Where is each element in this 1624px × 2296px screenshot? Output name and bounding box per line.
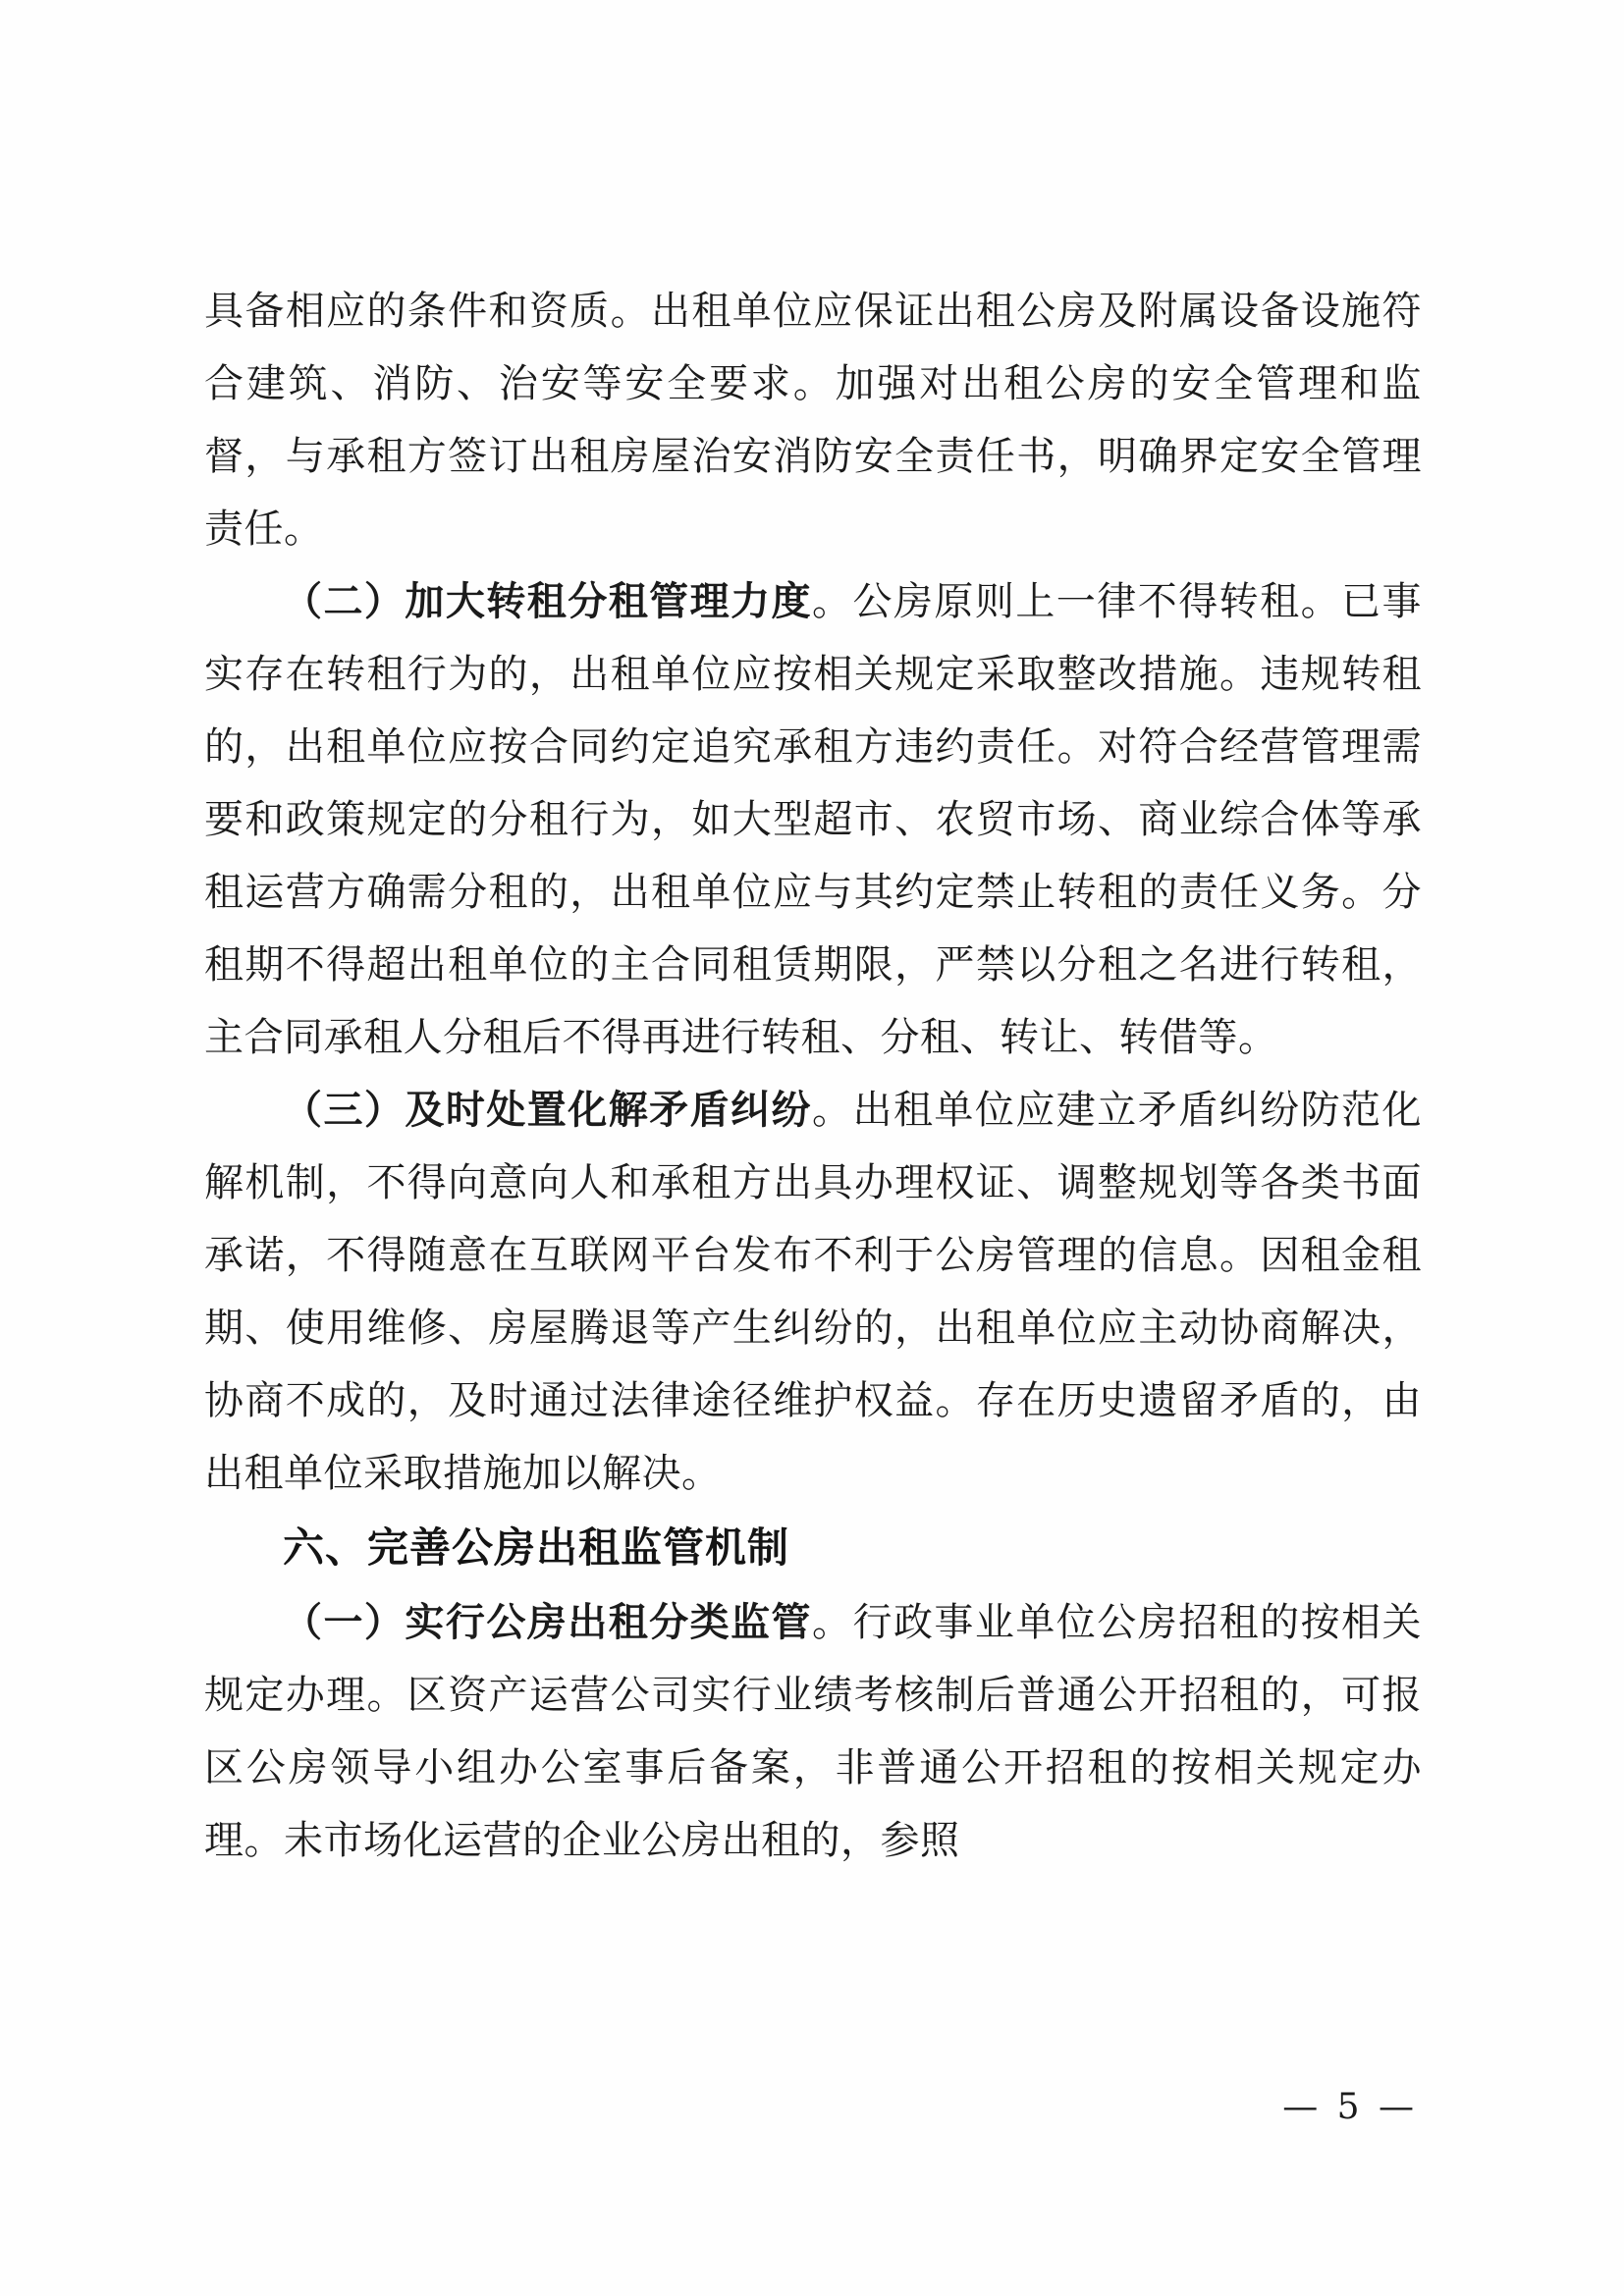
paragraph-section-six-one — [204, 1586, 1422, 1877]
paragraph-section-two — [204, 565, 1422, 1074]
paragraph-continued: 具备相应的条件和资质。出租单位应保证出租公房及附属设备设施符合建筑、消防、治安等安全要求。加强对出租公房的安全管理和监督，与承租方签订出租房屋治安消防安全责任书，明确界定安全管理责任。 — [204, 289, 1422, 552]
paragraph-section-three-text: 。出租单位应建立矛盾纠纷防范化解机制，不得向意向人和承租方出具办理权证、调整规划等各类书面承诺，不得随意在互联网平台发布不利于公房管理的信息。因租金租期、使用维修、房屋腾退等产生纠纷的，出租单位应主动协商解决，协商不成的，及时通过法律途径维护权益。存在历史遗留矛盾的，由出租单位采取措施加以解决。 — [204, 1088, 1423, 1496]
paragraph-section-six-one-lead: （一）实行公房出租分类监管 — [283, 1599, 813, 1645]
page-number: — 5 — — [1282, 2087, 1418, 2127]
section-heading-six: 六、完善公房出租监管机制 — [283, 1523, 790, 1572]
paragraph-section-six-one-text: 。行政事业单位公房招租的按相关规定办理。区资产运营公司实行业绩考核制后普通公开招租的，可报区公房领导小组办公室事后备案，非普通公开招租的按相关规定办理。未市场化运营的企业公房出租的，参照 — [204, 1600, 1423, 1863]
paragraph-section-two-text: 。公房原则上一律不得转租。已事实存在转租行为的，出租单位应按相关规定采取整改措施。违规转租的，出租单位应按合同约定追究承租方违约责任。对符合经营管理需要和政策规定的分租行为，如大型超市、农贸市场、商业综合体等承租运营方确需分租的，出租单位应与其约定禁止转租的责任义务。分租期不得超出租单位的主合同租赁期限，严禁以分租之名进行转租，主合同承租人分租后不得再进行转租、分租、转让、转借等。 — [204, 579, 1423, 1060]
paragraph-section-three-lead: （三）及时处置化解矛盾纠纷 — [283, 1087, 813, 1133]
paragraph-section-three — [204, 1074, 1422, 1510]
paragraph-section-two-lead: （二）加大转租分租管理力度 — [283, 578, 813, 624]
document-body — [204, 275, 1422, 1877]
